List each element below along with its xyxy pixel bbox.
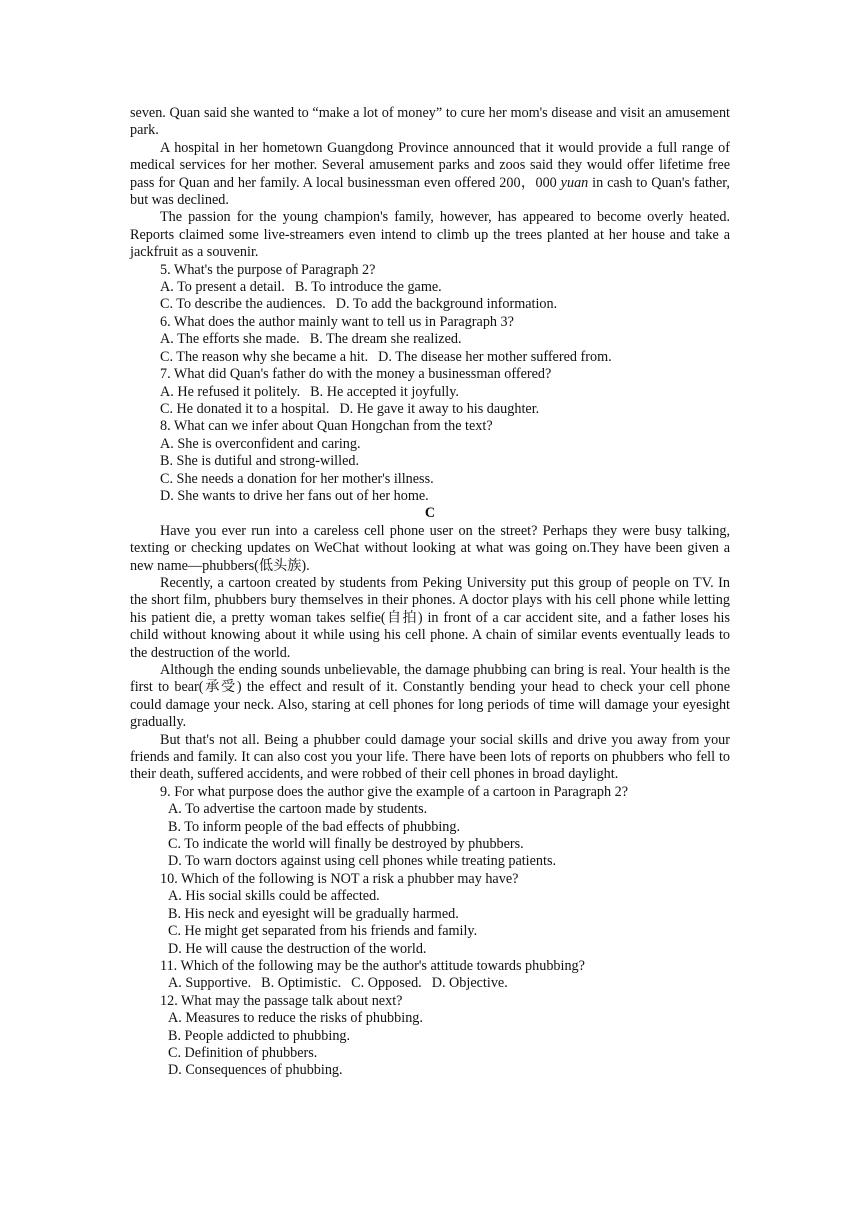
question-stem: 10. Which of the following is NOT a risk a phubber may have? bbox=[160, 870, 519, 887]
question-block bbox=[130, 993, 730, 1080]
question-block bbox=[130, 871, 730, 958]
option: B. To introduce the game. bbox=[294, 279, 442, 296]
option-line bbox=[130, 279, 730, 296]
option: A. He refused it politely. bbox=[160, 383, 301, 400]
option: D. He will cause the destruction of the world. bbox=[168, 940, 427, 957]
questions-b bbox=[130, 262, 730, 506]
question-block bbox=[130, 262, 730, 314]
option-line bbox=[130, 331, 730, 348]
option: A. Measures to reduce the risks of phubbing. bbox=[168, 1010, 423, 1027]
option: B. He accepted it joyfully. bbox=[310, 383, 459, 400]
option: D. Consequences of phubbing. bbox=[168, 1062, 343, 1079]
option: B. To inform people of the bad effects of phubbing. bbox=[168, 818, 461, 835]
passage-c-paragraph-3: Although the ending sounds unbelievable, the damage phubbing can bring is real. Your health is the first to bear(承受) the effect and result of it. Constantly bending your head to check your cell phone could damage your neck. Also, staring at cell phones for long periods of time will damage your eyesight gradually. bbox=[130, 662, 730, 731]
option-line bbox=[130, 349, 730, 366]
passage-b-paragraph-2-text-a: A hospital in her hometown Guangdong Province announced that it would provide a full range of medical services for her mother. Several amusement parks and zoos said they would offer lifetime free pass for Quan and her family. A local businessman even offered 200，000 bbox=[130, 139, 730, 191]
passage-c-paragraph-1: Have you ever run into a careless cell phone user on the street? Perhaps they were busy talking, texting or checking updates on WeChat without looking at what was going on.They have been given a new name—phubbers(低头族). bbox=[130, 522, 730, 574]
passage-b-paragraph-3: The passion for the young champion's family, however, has appeared to become overly heated. Reports claimed some live‑streamers even intend to climb up the trees planted at her house and take a jackfruit as a souvenir. bbox=[130, 209, 730, 261]
question-block bbox=[130, 418, 730, 505]
option: D. Objective. bbox=[431, 975, 508, 992]
option: D. He gave it away to his daughter. bbox=[339, 400, 540, 417]
passage-b-paragraph-2 bbox=[130, 140, 730, 210]
passage-c-paragraph-2: Recently, a cartoon created by students from Peking University put this group of people on TV. In the short film, phubbers bury themselves in their phones. A doctor plays with his cell phone while letting his patient die, a pretty woman takes selfie(自拍) in front of a car accident site, and a father loses his child without knowing about it while using his cell phone. A chain of similar events eventually leads to the destruction of the world. bbox=[130, 574, 730, 661]
option: C. The reason why she became a hit. bbox=[160, 348, 369, 365]
option: D. To warn doctors against using cell phones while treating patients. bbox=[168, 853, 557, 870]
question-stem: 5. What's the purpose of Paragraph 2? bbox=[160, 261, 376, 278]
option: B. Optimistic. bbox=[261, 975, 342, 992]
option: B. The dream she realized. bbox=[309, 331, 462, 348]
option: B. People addicted to phubbing. bbox=[168, 1027, 351, 1044]
question-block bbox=[130, 314, 730, 366]
option-line bbox=[130, 975, 730, 992]
option: C. She needs a donation for her mother's illness. bbox=[160, 470, 434, 487]
passage-c-heading: C bbox=[424, 505, 436, 522]
question-stem: 7. What did Quan's father do with the money a businessman offered? bbox=[160, 366, 552, 383]
option: C. To indicate the world will finally be destroyed by phubbers. bbox=[168, 836, 524, 853]
option: B. She is dutiful and strong‑willed. bbox=[160, 453, 360, 470]
passage-b-paragraph-2-text-b: in cash to Quan's father, but was declined. bbox=[130, 174, 730, 209]
option: C. To describe the audiences. bbox=[160, 296, 326, 313]
option: C. Definition of phubbers. bbox=[168, 1044, 318, 1061]
question-block bbox=[130, 958, 730, 993]
question-stem: 6. What does the author mainly want to tell us in Paragraph 3? bbox=[160, 313, 514, 330]
question-block bbox=[130, 784, 730, 871]
passage-b-paragraph-2-italic-word: yuan bbox=[560, 174, 589, 191]
question-stem: 8. What can we infer about Quan Hongchan from the text? bbox=[160, 418, 493, 435]
option: C. Opposed. bbox=[351, 975, 422, 992]
question-block bbox=[130, 366, 730, 418]
option: C. He might get separated from his friends and family. bbox=[168, 923, 478, 940]
option: C. He donated it to a hospital. bbox=[160, 400, 330, 417]
option: A. His social skills could be affected. bbox=[168, 888, 380, 905]
passage-b-paragraph-1: seven. Quan said she wanted to “make a lot of money” to cure her mom's disease and visit an amusement park. bbox=[130, 105, 730, 139]
option-line bbox=[130, 401, 730, 418]
questions-c bbox=[130, 784, 730, 1080]
option: A. She is overconfident and caring. bbox=[160, 435, 361, 452]
option: B. His neck and eyesight will be gradually harmed. bbox=[168, 905, 459, 922]
question-stem: 11. Which of the following may be the author's attitude towards phubbing? bbox=[160, 957, 585, 974]
option: A. To present a detail. bbox=[160, 279, 285, 296]
option: A. The efforts she made. bbox=[160, 331, 300, 348]
passage-c-paragraph-4: But that's not all. Being a phubber could damage your social skills and drive you away from your friends and family. It can also cost you your life. There have been lots of reports on phubbers who fell to their death, suffered accidents, and were robbed of their cell phones in broad daylight. bbox=[130, 731, 730, 783]
option: D. She wants to drive her fans out of her home. bbox=[160, 487, 429, 504]
option-line bbox=[130, 384, 730, 401]
option: A. To advertise the cartoon made by students. bbox=[168, 801, 428, 818]
question-stem: 12. What may the passage talk about next? bbox=[160, 992, 403, 1009]
option: A. Supportive. bbox=[168, 975, 252, 992]
page-content bbox=[130, 105, 730, 1080]
option-line bbox=[130, 296, 730, 313]
question-stem: 9. For what purpose does the author give the example of a cartoon in Paragraph 2? bbox=[160, 783, 629, 800]
option: D. To add the background information. bbox=[335, 296, 558, 313]
option: D. The disease her mother suffered from. bbox=[378, 348, 612, 365]
